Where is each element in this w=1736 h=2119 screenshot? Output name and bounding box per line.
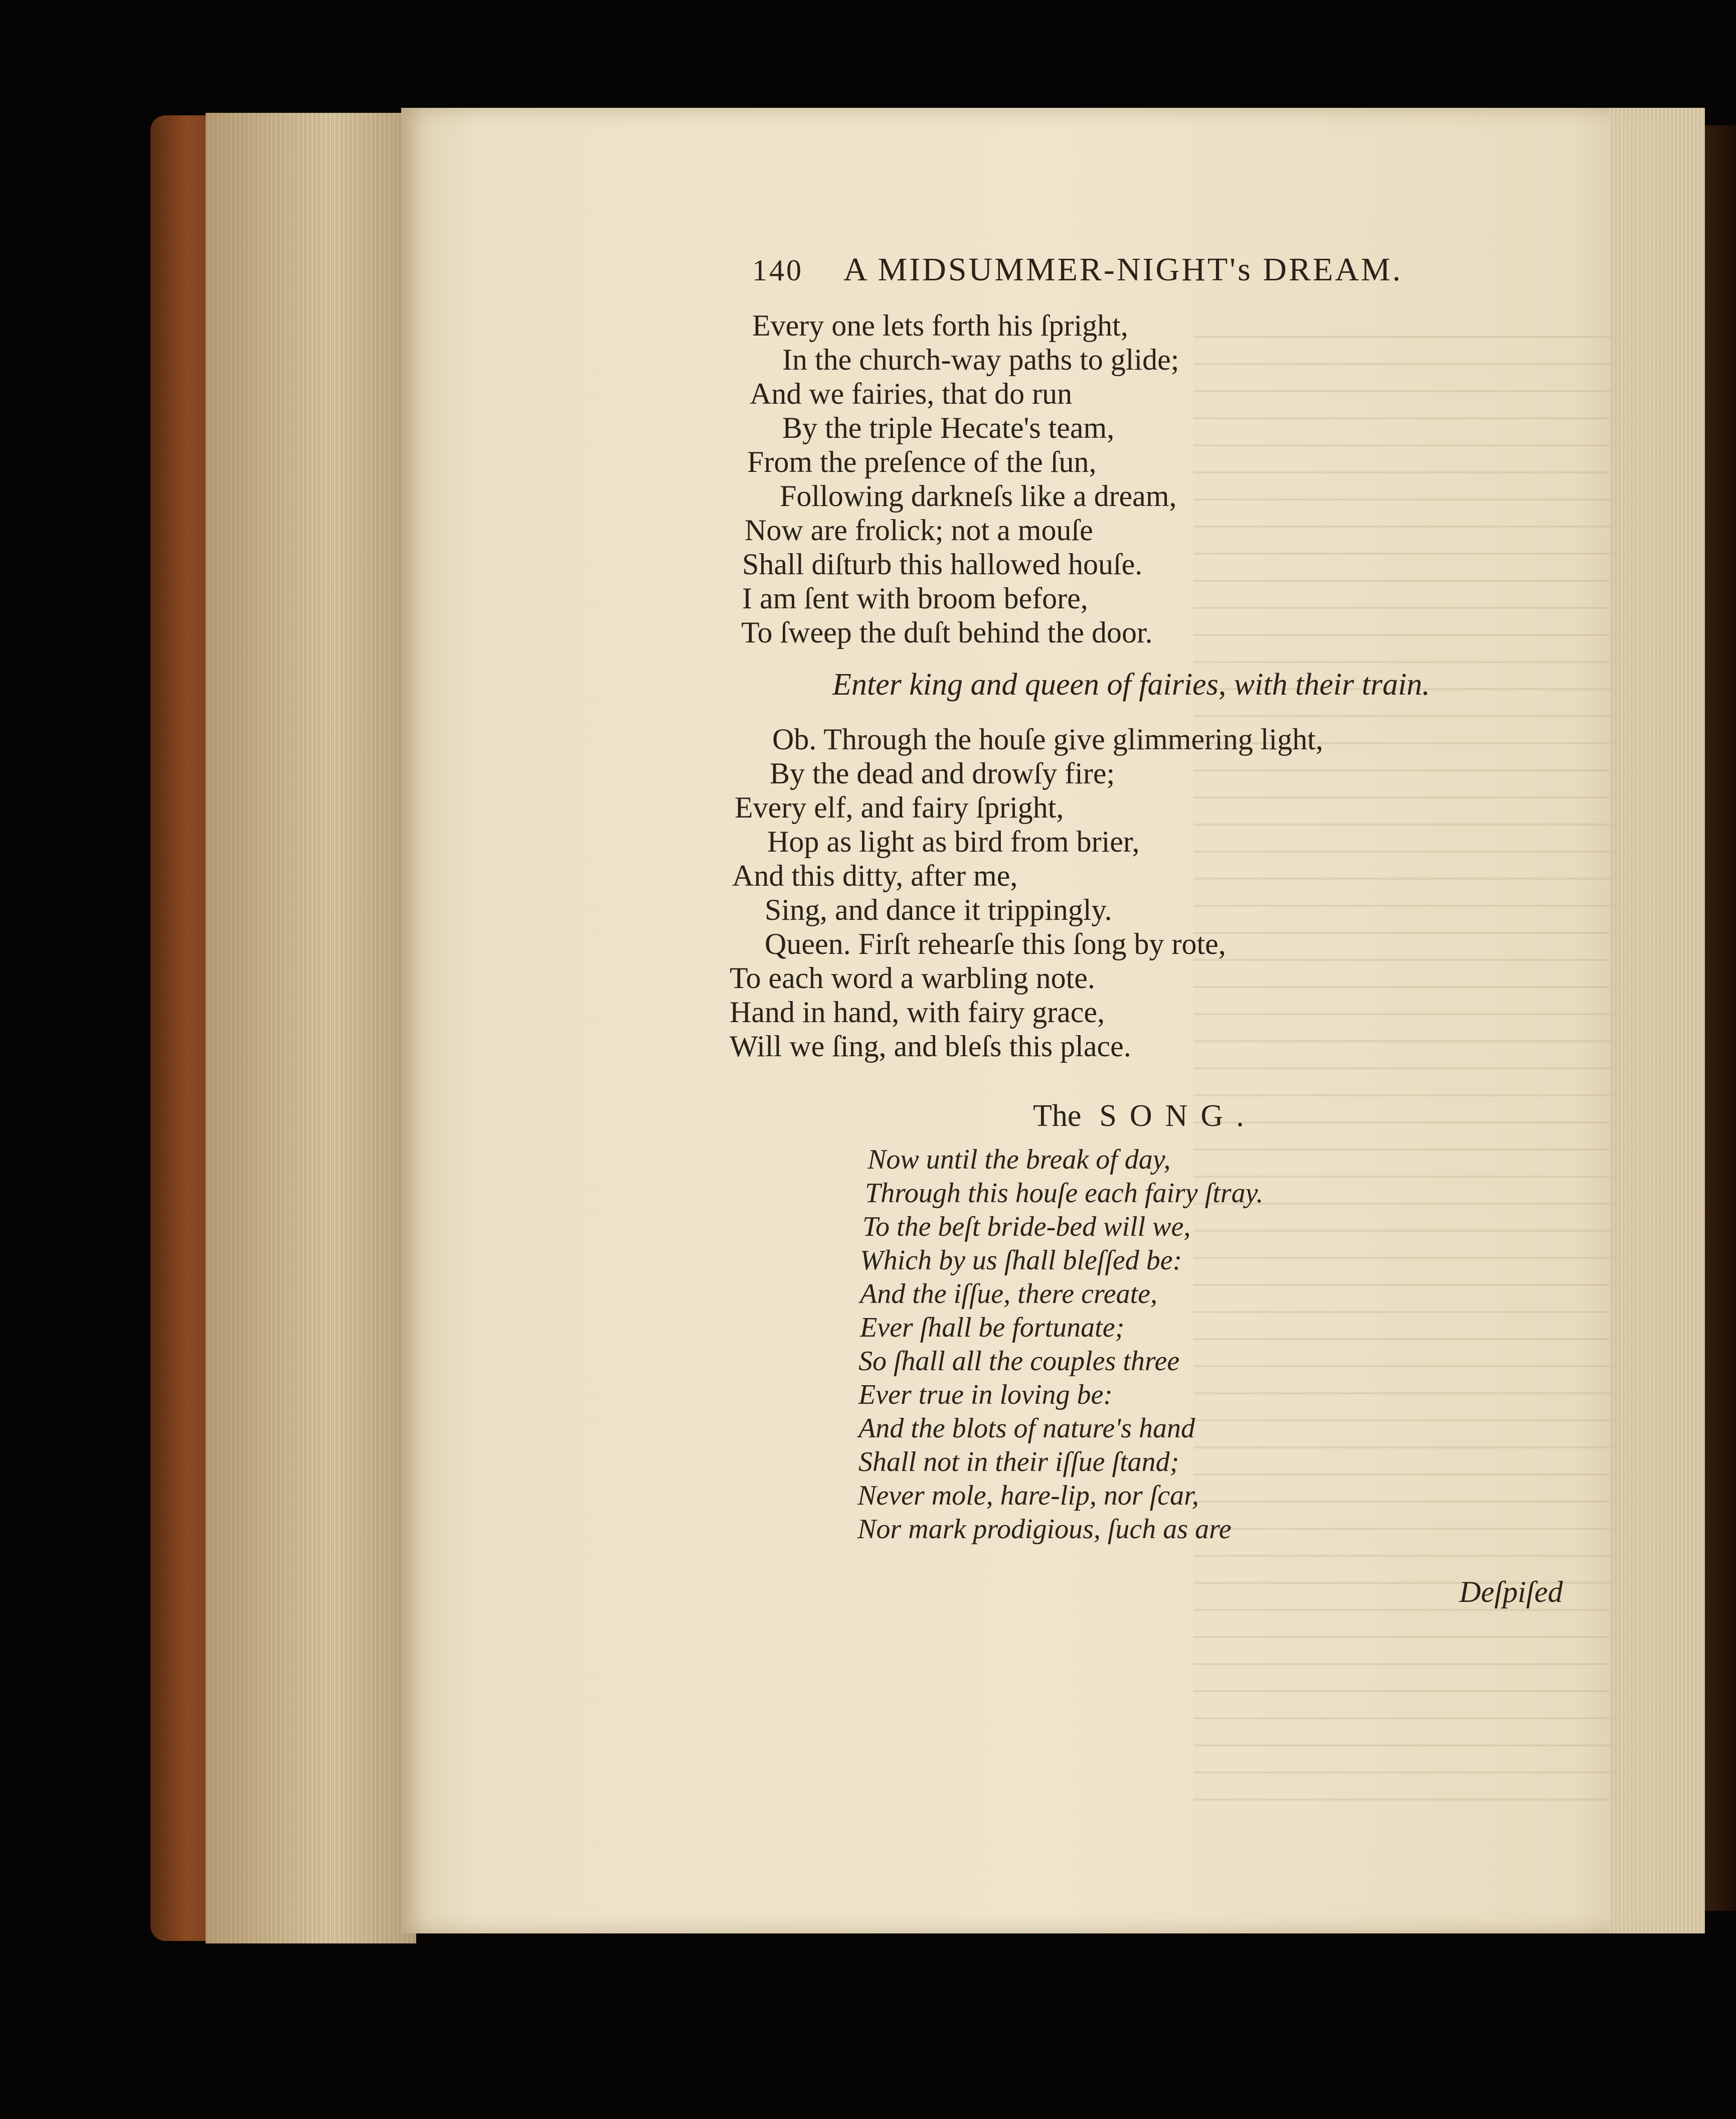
song-line: Now until the break of day, xyxy=(867,1144,1171,1175)
song-line: Shall not in their iſſue ſtand; xyxy=(858,1446,1179,1478)
verse-line: Shall diſturb this hallowed houſe. xyxy=(742,548,1143,581)
verse-line: And we fairies, that do run xyxy=(750,377,1073,410)
verse-line: Every one lets forth his ſpright, xyxy=(752,309,1128,342)
page-gutter xyxy=(1610,108,1705,1933)
song-line: Never mole, hare-lip, nor ſcar, xyxy=(857,1480,1199,1511)
verse-line: I am ſent with broom before, xyxy=(742,582,1088,615)
song-heading-word: SONG. xyxy=(1099,1099,1257,1133)
song-heading-the: The xyxy=(1033,1099,1082,1133)
verse-line: Hop as light as bird from brier, xyxy=(767,825,1140,858)
verse-line: Hand in hand, with fairy grace, xyxy=(730,996,1105,1029)
running-header xyxy=(752,251,1534,289)
song-heading xyxy=(1033,1098,1257,1134)
song-line: Through this houſe each fairy ſtray. xyxy=(865,1178,1264,1209)
verse-line: And this ditty, after me, xyxy=(732,859,1018,892)
page-title: A MIDSUMMER-NIGHT's DREAM. xyxy=(843,251,1403,288)
song-line: Ever true in loving be: xyxy=(858,1379,1113,1410)
verse-line: Every elf, and fairy ſpright, xyxy=(735,791,1064,824)
verse-line: In the church-way paths to glide; xyxy=(782,343,1179,376)
song-line: Ever ſhall be fortunate; xyxy=(860,1312,1125,1343)
stage-direction: Enter king and queen of fairies, with their train. xyxy=(832,668,1430,702)
verse-line: Queen. Firſt rehearſe this ſong by rote, xyxy=(765,927,1226,960)
song-line: So ſhall all the couples three xyxy=(858,1346,1180,1377)
book-cover-right xyxy=(1700,125,1736,1911)
song-line: Which by us ſhall bleſſed be: xyxy=(860,1245,1182,1276)
verse-line: By the triple Hecate's team, xyxy=(782,411,1115,444)
song-line: To the beſt bride-bed will we, xyxy=(862,1211,1191,1242)
verse-line: Ob. Through the houſe give glimmering light, xyxy=(772,723,1323,756)
verse-line: From the preſence of the ſun, xyxy=(747,445,1097,478)
song-line: And the blots of nature's hand xyxy=(858,1413,1195,1444)
verse-line: Now are frolick; not a mouſe xyxy=(745,514,1093,547)
catchword: Deſpiſed xyxy=(1459,1575,1563,1608)
verse-line: To ſweep the duſt behind the door. xyxy=(741,616,1153,649)
page-number: 140 xyxy=(752,254,803,287)
verse-line: Following darkneſs like a dream, xyxy=(780,479,1177,513)
verse-line: To each word a warbling note. xyxy=(730,961,1095,995)
verse-line: Sing, and dance it trippingly. xyxy=(765,893,1112,926)
page-edges-shade xyxy=(206,113,416,1943)
song-line: Nor mark prodigious, ſuch as are xyxy=(857,1514,1232,1545)
verse-line: By the dead and drowſy fire; xyxy=(770,757,1115,790)
show-through xyxy=(1193,321,1645,1826)
song-line: And the iſſue, there create, xyxy=(860,1278,1157,1310)
verse-line: Will we ſing, and bleſs this place. xyxy=(730,1030,1131,1063)
